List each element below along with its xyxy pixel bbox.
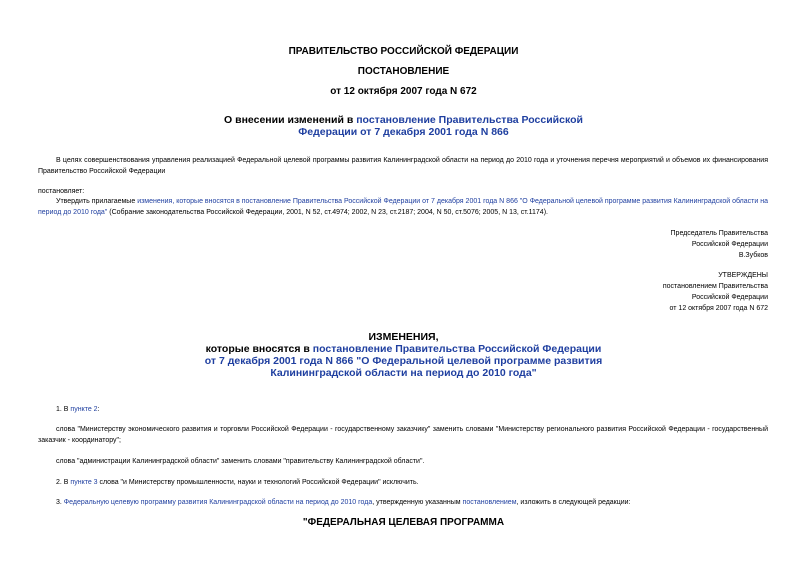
- preamble-paragraph: В целях совершенствования управления реализацией Федеральной целевой программы развития Калининградской области на период до 2010 года и уточнения перечня мероприятий и объемов их финансирования Правительство Российской Федерации: [38, 157, 768, 175]
- program-title: "ФЕДЕРАЛЬНАЯ ЦЕЛЕВАЯ ПРОГРАММА: [302, 517, 505, 528]
- item-2-link[interactable]: пункте 3: [70, 479, 98, 486]
- approve-suffix: (Собрание законодательства Российской Федерации, 2001, N 52, ст.4974; 2002, N 23, ст.2187; 2004, N 50, ст.5076; 2005, N 13, ст.1174).: [107, 209, 548, 216]
- item-2: [56, 477, 768, 488]
- subject-title: [0, 114, 807, 138]
- approve-changes-link[interactable]: изменения, которые вносятся в постановление Правительства Российской Федерации от 7 декабря 2001 года N 866 "О Федеральной целевой программе развития Калининградской области на период до 2010 года": [38, 198, 768, 216]
- changes-title: [0, 331, 807, 379]
- decides-text: постановляет:: [38, 188, 85, 195]
- item-2-prefix: 2. В: [56, 479, 71, 486]
- approved-line1: УТВЕРЖДЕНЫ: [718, 272, 768, 279]
- changes-title-prefix: которые вносятся в: [205, 343, 313, 355]
- approved-block: [500, 270, 768, 314]
- item-1-suffix: :: [97, 406, 100, 413]
- approve-prefix: Утвердить прилагаемые: [56, 198, 138, 205]
- approved-line3: Российской Федерации: [691, 294, 768, 301]
- item-3-prefix: 3.: [56, 499, 64, 506]
- subject-link-line2[interactable]: Федерации от 7 декабря 2001 года N 866: [298, 126, 509, 138]
- item-3: [56, 497, 768, 508]
- doc-type-title: ПОСТАНОВЛЕНИЕ: [357, 66, 450, 77]
- item-3-mid: , утвержденную указанным: [372, 499, 463, 506]
- item-1: [56, 404, 768, 415]
- subject-link-line1[interactable]: постановление Правительства Российской: [356, 114, 583, 126]
- doc-date: от 12 октября 2007 года N 672: [330, 86, 477, 97]
- org-title: ПРАВИТЕЛЬСТВО РОССИЙСКОЙ ФЕДЕРАЦИИ: [288, 46, 519, 57]
- signature-line1: Председатель Правительства: [670, 230, 768, 237]
- changes-title-line2: [0, 343, 807, 355]
- item-1-prefix: 1. В: [56, 406, 71, 413]
- approved-line4: от 12 октября 2007 года N 672: [669, 305, 768, 312]
- item-3-link-decree[interactable]: постановлением: [462, 499, 517, 506]
- changes-title-link1[interactable]: постановление Правительства Российской Федерации: [312, 343, 602, 355]
- changes-title-link2[interactable]: от 7 декабря 2001 года N 866 "О Федеральной целевой программе развития: [204, 355, 603, 367]
- item-3-suffix: , изложить в следующей редакции:: [516, 499, 631, 506]
- approve-paragraph: [38, 196, 768, 218]
- signature-line2: Российской Федерации: [691, 241, 768, 248]
- item-1a: слова "Министерству экономического развития и торговли Российской Федерации - государственному заказчику" заменить словами "Министерству регионального развития Российской Федерации - государственный заказчик - координатору";: [38, 426, 768, 444]
- signature-name: В.Зубков: [738, 252, 768, 259]
- item-3-link-program[interactable]: Федеральную целевую программу развития Калининградской области на период до 2010 года: [63, 499, 373, 506]
- signature-block: [500, 228, 768, 261]
- item-1-link[interactable]: пункте 2: [70, 406, 98, 413]
- changes-title-link3[interactable]: Калининградской области на период до 2010 года": [270, 367, 537, 379]
- subject-prefix: О внесении изменений в: [224, 114, 357, 126]
- changes-title-line1: ИЗМЕНЕНИЯ,: [368, 331, 439, 343]
- approved-line2: постановлением Правительства: [662, 283, 768, 290]
- item-1b: слова "администрации Калининградской области" заменить словами "правительству Калининградской области".: [56, 458, 425, 465]
- item-2-suffix: слова "и Министерству промышленности, науки и технологий Российской Федерации" исключить.: [97, 479, 419, 486]
